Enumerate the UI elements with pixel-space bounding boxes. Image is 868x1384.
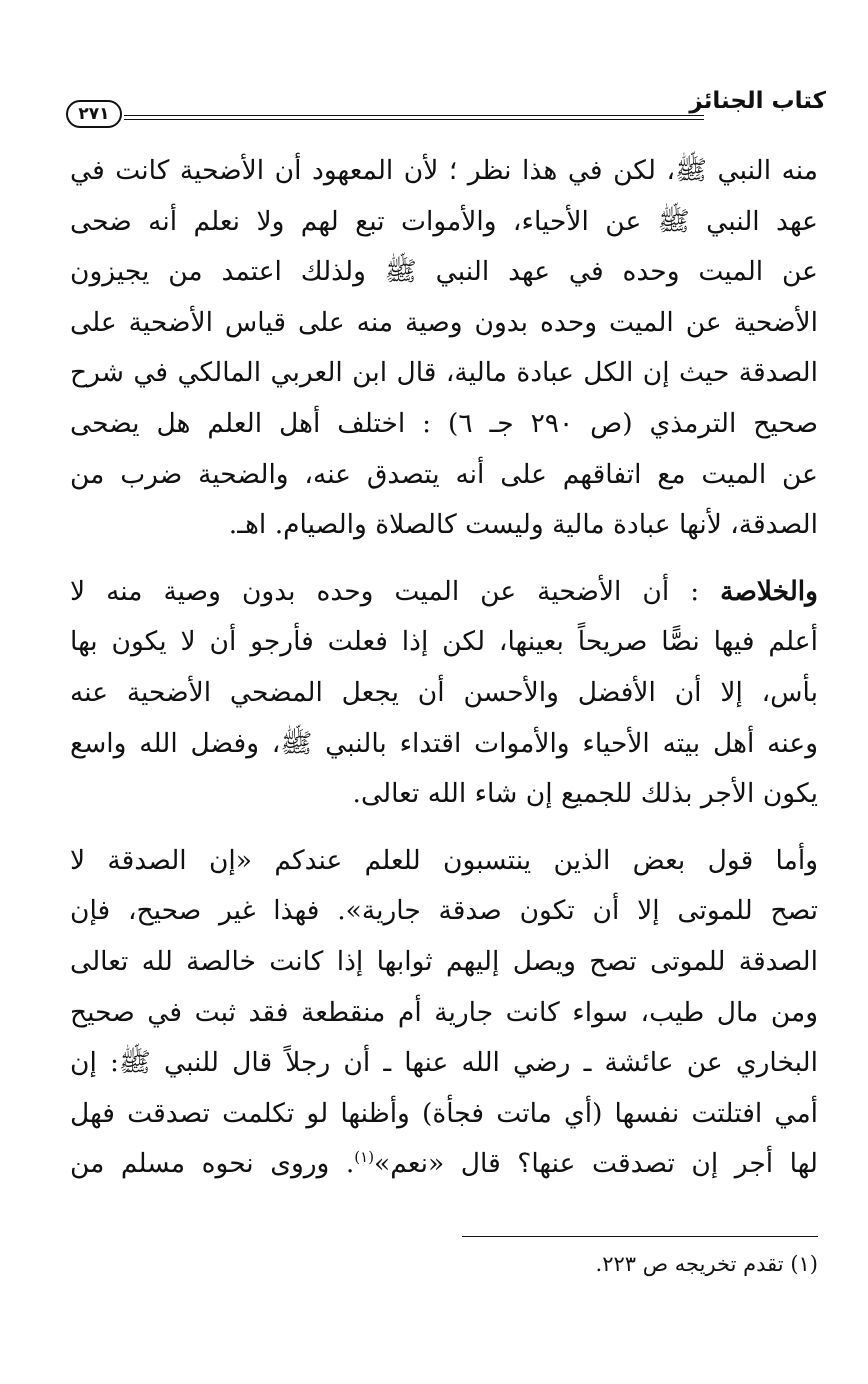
text-line: البخاري عن عائشة ـ رضي الله عنها ـ أن رجلاً قال للنبي ﷺ: إن xyxy=(70,1047,818,1079)
text-line: وأما قول بعض الذين ينتسبون للعلم عندكم «إن الصدقة لا xyxy=(70,844,818,876)
text-line: صحيح الترمذي (ص ٢٩٠ جـ ٦) : اختلف أهل العلم هل يضحى xyxy=(70,407,818,439)
text-line: أعلم فيها نصًّا صريحاً بعينها، لكن إذا فعلت فأرجو أن لا يكون بها xyxy=(70,626,818,658)
text-line: عهد النبي ﷺ عن الأحياء، والأموات تبع لهم ولا نعلم أنه ضحى xyxy=(70,205,818,237)
text-line: منه النبي ﷺ، لكن في هذا نظر ؛ لأن المعهود أن الأضحية كانت في xyxy=(70,155,818,186)
page-header xyxy=(66,88,826,132)
text-line: عن الميت وحده في عهد النبي ﷺ ولذلك اعتمد من يجيزون xyxy=(70,256,818,288)
text-line: يكون الأجر بذلك للجميع إن شاء الله تعالى. xyxy=(352,778,818,810)
footnote-reference: (١) xyxy=(354,1148,375,1167)
text-line: الأضحية عن الميت وحده بدون وصية منه على قياس الأضحية على xyxy=(70,306,818,338)
footnote xyxy=(596,1246,818,1282)
text-line-rest: : أن الأضحية عن الميت وحده بدون وصية منه لا xyxy=(70,575,700,607)
text-line: وعنه أهل بيته الأحياء والأموات اقتداء بالنبي ﷺ، وفضل الله واسع xyxy=(70,727,818,759)
footnote-separator xyxy=(462,1236,818,1237)
text-line: أمي افتلتت نفسها (أي ماتت فجأة) وأظنها لو تكلمت تصدقت فهل xyxy=(70,1097,818,1129)
text-segment: . وروى نحوه مسلم من xyxy=(70,1148,355,1180)
text-line: الصدقة حيث إن الكل عبادة مالية، قال ابن العربي المالكي في شرح xyxy=(70,357,818,389)
text-line: الصدقة، لأنها عبادة مالية وليست كالصلاة والصيام. اهـ. xyxy=(228,509,818,541)
footnote-number: (١) xyxy=(790,1252,818,1276)
page-number-badge: ٢٧١ xyxy=(66,100,122,128)
body-text xyxy=(70,146,818,1190)
text-line: عن الميت مع اتفاقهم على أنه يتصدق عنه، والضحية ضرب من xyxy=(70,458,818,490)
text-line: تصح للموتى إلا أن تكون صدقة جارية». فهذا غير صحيح، فإن xyxy=(70,895,818,927)
text-line xyxy=(70,1139,818,1190)
text-line: بأس، إلا أن الأفضل والأحسن أن يجعل المضحي الأضحية عنه xyxy=(70,676,818,708)
footnote-text: تقدم تخريجه ص ٢٢٣. xyxy=(595,1252,784,1276)
text-segment: لها أجر إن تصدقت عنها؟ قال «نعم» xyxy=(374,1148,818,1180)
summary-label: والخلاصة xyxy=(720,575,818,607)
text-line: الصدقة للموتى تصح ويصل إليهم ثوابها إذا كانت خالصة لله تعالى xyxy=(70,945,818,977)
text-line xyxy=(70,567,818,618)
text-line: ومن مال طيب، سواء كانت جارية أم منقطعة فقد ثبت في صحيح xyxy=(70,996,818,1028)
header-rule xyxy=(124,115,704,120)
chapter-title: كتاب الجنائز xyxy=(689,88,826,114)
